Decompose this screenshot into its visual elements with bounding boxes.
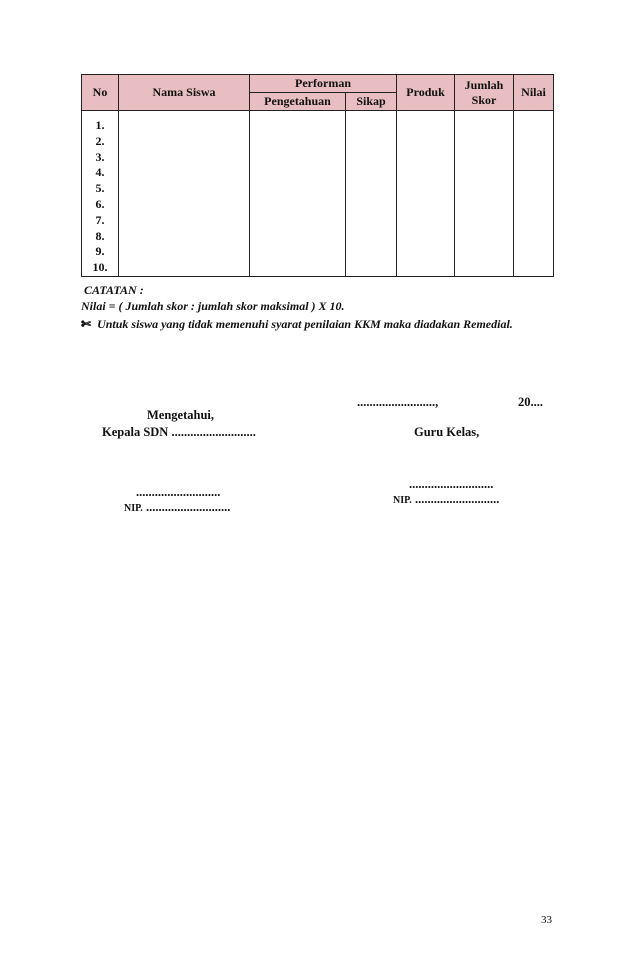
left-nip [124,500,230,515]
row-number: 8. [95,228,105,243]
mengetahui-text: Mengetahui, [147,408,215,422]
row-number: 4. [95,165,105,180]
formula-text: Nilai = ( Jumlah skor : jumlah skor maksimal ) X 10. [81,299,345,313]
assessment-table [81,74,554,277]
produk-cell[interactable] [397,111,455,277]
header-pengetahuan: Pengetahuan [250,93,346,111]
row-number: 10. [92,260,108,275]
guru-kelas-text: Guru Kelas, [414,425,480,439]
header-sikap: Sikap [346,93,397,111]
nama-siswa-cell[interactable] [119,111,250,277]
row-number: 5. [95,181,105,196]
header-produk: Produk [397,75,455,111]
jumlah-skor-cell[interactable] [455,111,514,277]
header-performan: Performan [250,75,397,93]
row-numbers-cell [82,111,119,277]
pengetahuan-cell[interactable] [250,111,346,277]
row-number: 3. [95,149,105,164]
place-date: ........................., [357,395,439,409]
right-signature-name: ........................... [409,477,494,491]
right-nip-value: ........................... [414,492,500,506]
year-text: 20.... [518,395,543,409]
page-number: 33 [541,914,552,926]
nilai-cell[interactable] [514,111,554,277]
row-number: 2. [95,133,105,148]
left-nip-value: ........................... [145,500,231,514]
row-number: 6. [95,196,105,211]
right-nip-label: NIP. [393,495,412,506]
left-nip-label: NIP. [124,503,143,514]
row-number: 1. [95,118,105,132]
sikap-cell[interactable] [346,111,397,277]
header-jumlah-skor: Jumlah Skor [455,75,514,111]
header-no: No [82,75,119,111]
scissors-icon: ✄ [81,317,92,331]
row-number: 9. [95,244,105,259]
catatan-label: CATATAN : [84,283,144,297]
kepala-sdn-text: Kepala SDN ........................... [102,425,256,439]
header-nama-siswa: Nama Siswa [119,75,250,111]
right-nip [393,492,499,507]
left-signature-name: ........................... [136,485,221,499]
remedial-note [81,317,513,332]
header-nilai: Nilai [514,75,554,111]
row-number: 7. [95,212,105,227]
remedial-text: Untuk siswa yang tidak memenuhi syarat penilaian KKM maka diadakan Remedial. [97,317,513,331]
